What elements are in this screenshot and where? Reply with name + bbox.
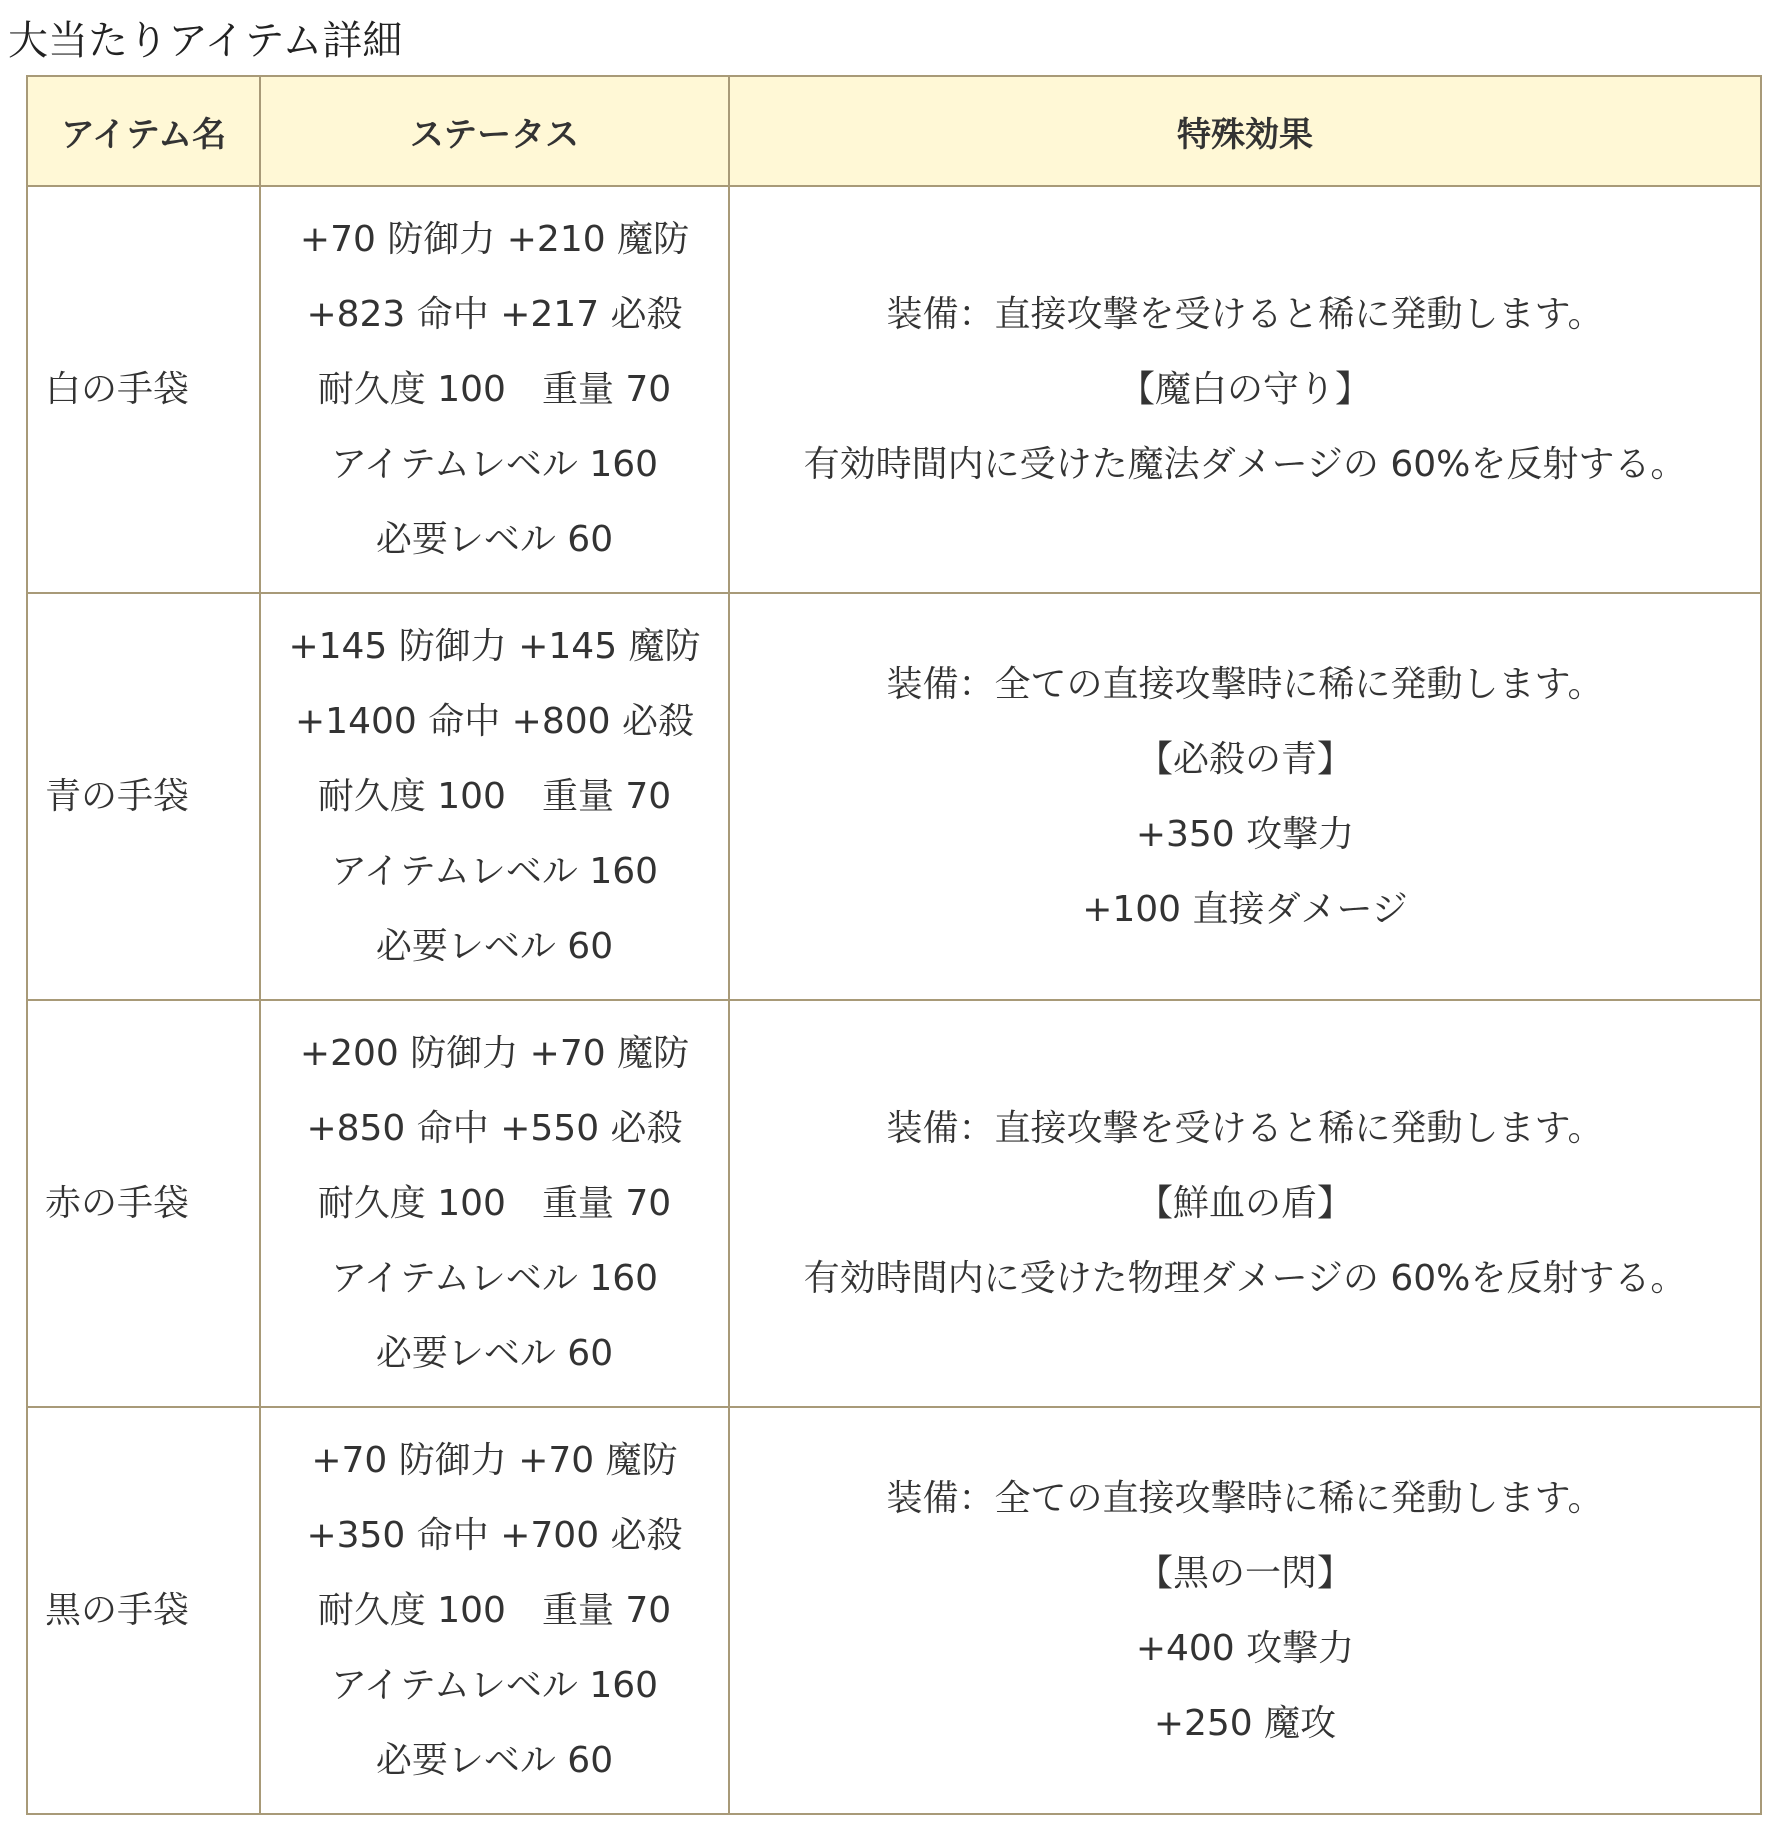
effect-line: +350 攻撃力 — [1135, 813, 1355, 855]
effect-cell — [729, 186, 1761, 593]
status-cell — [260, 1407, 729, 1814]
effect-cell — [729, 1000, 1761, 1407]
status-line: +70 防御力 +210 魔防 — [299, 219, 690, 260]
effect-line: +250 魔攻 — [1153, 1702, 1337, 1744]
item-name-cell: 白の手袋 — [27, 186, 260, 593]
effect-line: 【鮮血の盾】 — [1136, 1183, 1353, 1224]
effect-line: 有効時間内に受けた物理ダメージの 60%を反射する。 — [803, 1258, 1687, 1299]
status-line: アイテムレベル 160 — [330, 444, 659, 485]
item-name-cell: 青の手袋 — [27, 593, 260, 1000]
table-row — [27, 186, 1761, 593]
status-line: +70 防御力 +70 魔防 — [311, 1440, 678, 1481]
effect-line: 有効時間内に受けた魔法ダメージの 60%を反射する。 — [803, 444, 1687, 485]
table-row — [27, 1000, 1761, 1407]
status-cell — [260, 593, 729, 1000]
status-line: 耐久度 100 重量 70 — [317, 1183, 672, 1224]
effect-line: +100 直接ダメージ — [1082, 888, 1408, 930]
effect-line: 【必殺の青】 — [1136, 738, 1353, 780]
status-line: +350 命中 +700 必殺 — [306, 1515, 683, 1556]
status-line: +823 命中 +217 必殺 — [306, 294, 683, 335]
table-row — [27, 593, 1761, 1000]
status-line: +200 防御力 +70 魔防 — [299, 1033, 690, 1074]
status-cell — [260, 1000, 729, 1407]
status-line: アイテムレベル 160 — [330, 1665, 659, 1706]
status-line: 必要レベル 60 — [375, 1333, 614, 1374]
effect-line: 装備：直接攻撃を受けると稀に発動します。 — [886, 294, 1604, 335]
status-line: 耐久度 100 重量 70 — [317, 1590, 672, 1631]
effect-line: +400 攻撃力 — [1135, 1627, 1355, 1669]
status-line: 必要レベル 60 — [375, 1740, 614, 1781]
status-cell — [260, 186, 729, 593]
status-line: +145 防御力 +145 魔防 — [288, 626, 701, 667]
header-status: ステータス — [260, 76, 729, 186]
header-item-name: アイテム名 — [27, 76, 260, 186]
effect-line: 装備：直接攻撃を受けると稀に発動します。 — [886, 1108, 1604, 1149]
status-line: アイテムレベル 160 — [330, 851, 659, 892]
effect-line: 装備：全ての直接攻撃時に稀に発動します。 — [886, 663, 1604, 705]
item-details-table — [26, 75, 1762, 1815]
status-line: 必要レベル 60 — [375, 926, 614, 967]
page-title: 大当たりアイテム詳細 — [8, 18, 403, 64]
effect-cell — [729, 1407, 1761, 1814]
table-header-row — [27, 76, 1761, 186]
item-name-cell: 赤の手袋 — [27, 1000, 260, 1407]
effect-cell — [729, 593, 1761, 1000]
effect-line: 【黒の一閃】 — [1136, 1552, 1353, 1594]
table-row — [27, 1407, 1761, 1814]
status-line: +850 命中 +550 必殺 — [306, 1108, 683, 1149]
status-line: 必要レベル 60 — [375, 519, 614, 560]
effect-line: 【魔白の守り】 — [1118, 369, 1371, 410]
header-special-effect: 特殊効果 — [729, 76, 1761, 186]
status-line: 耐久度 100 重量 70 — [317, 369, 672, 410]
status-line: アイテムレベル 160 — [330, 1258, 659, 1299]
status-line: 耐久度 100 重量 70 — [317, 776, 672, 817]
status-line: +1400 命中 +800 必殺 — [295, 701, 694, 742]
effect-line: 装備：全ての直接攻撃時に稀に発動します。 — [886, 1477, 1604, 1519]
item-name-cell: 黒の手袋 — [27, 1407, 260, 1814]
